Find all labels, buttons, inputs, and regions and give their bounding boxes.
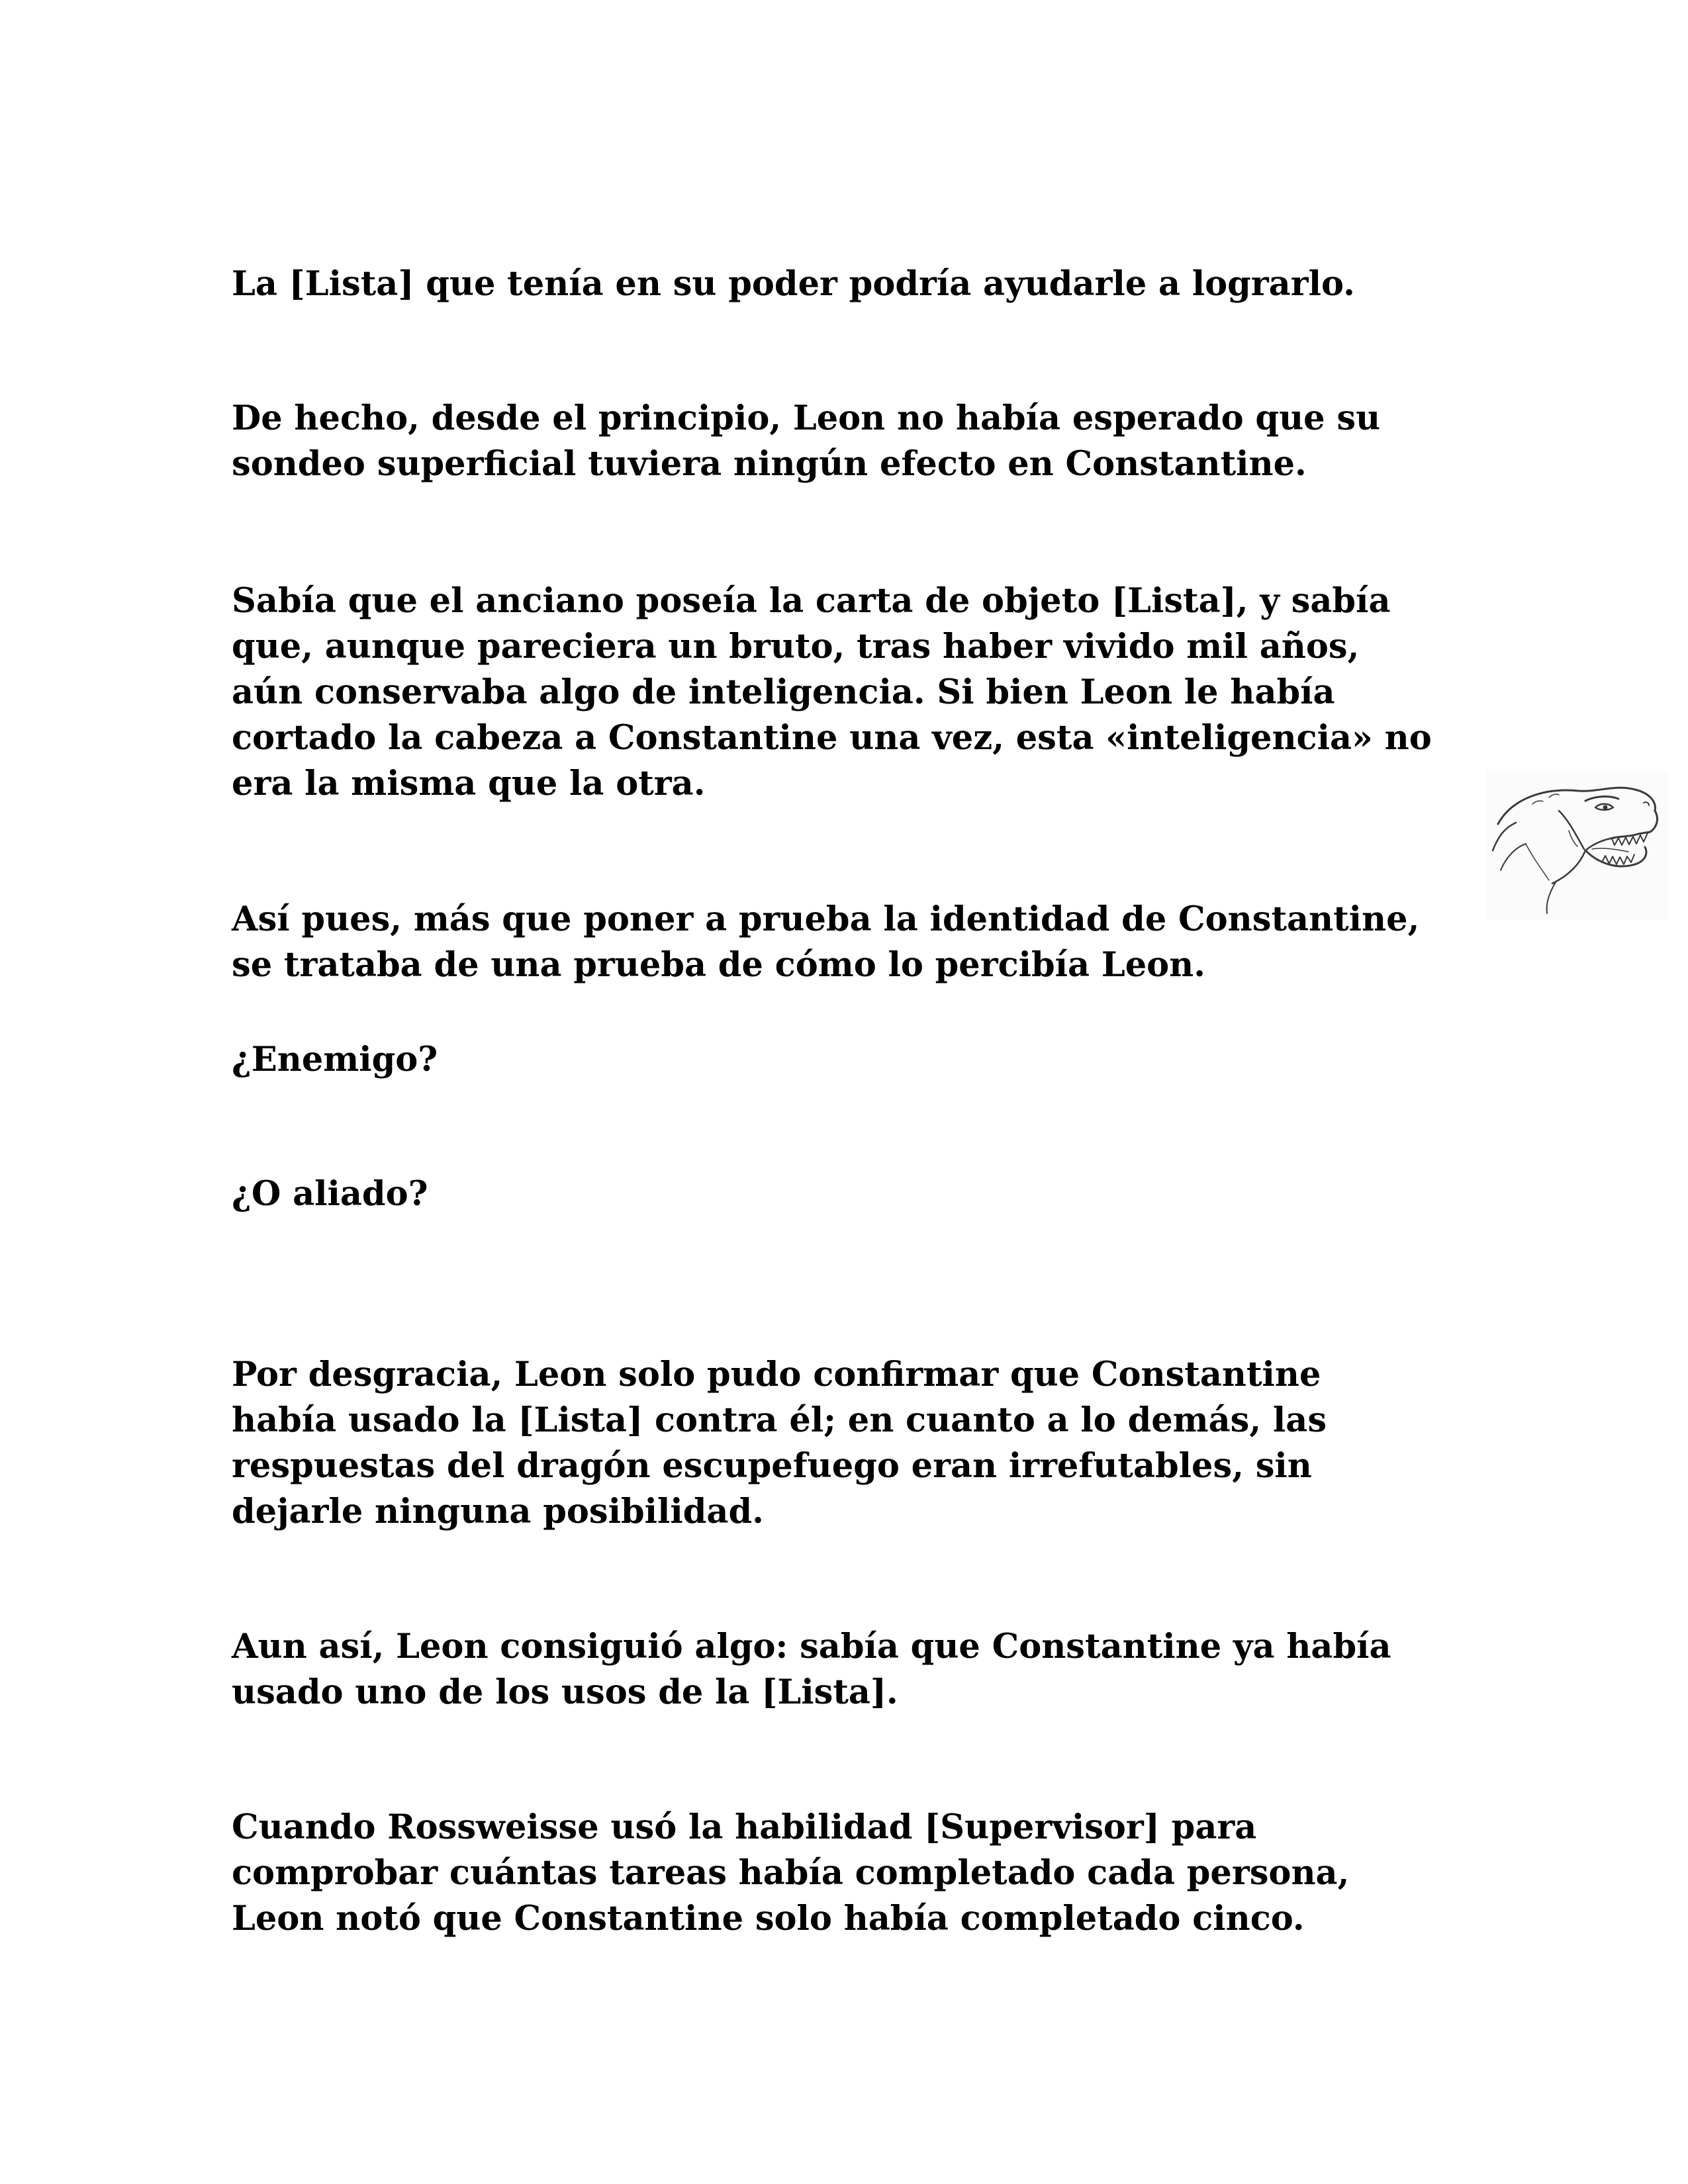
paragraph-2: De hecho, desde el principio, Leon no había esperado que su sondeo superficial tuviera ningún efecto en Constantine.: [232, 398, 1381, 484]
paragraph-8: Aun así, Leon consiguió algo: sabía que Constantine ya había usado uno de los usos de la [Lista].: [232, 1627, 1391, 1712]
paragraph-7: Por desgracia, Leon solo pudo confirmar que Constantine había usado la [Lista] contra él; en cuanto a lo demás, las respuestas del dragón escupefuego eran irrefutables, sin dejarle ninguna posibilidad.: [232, 1355, 1327, 1531]
paragraph-6: ¿O aliado?: [232, 1174, 428, 1214]
paragraph-5: ¿Enemigo?: [232, 1040, 438, 1079]
paragraph-3: Sabía que el anciano poseía la carta de objeto [Lista], y sabía que, aunque pareciera un bruto, tras haber vivido mil años, aún conservaba algo de inteligencia. Si bien Leon le había cortado la cabeza a Constantine una vez, esta «inteligencia» no era la misma que la otra.: [232, 581, 1432, 803]
paragraph-9: Cuando Rossweisse usó la habilidad [Supervisor] para comprobar cuántas tareas había completado cada persona, Leon notó que Constantine solo había completado cinco.: [232, 1807, 1350, 1938]
paragraph-4: Así pues, más que poner a prueba la identidad de Constantine, se trataba de una prueba de cómo lo percibía Leon.: [232, 899, 1420, 985]
dinosaur-head-sketch-icon: [1486, 771, 1668, 920]
paragraph-1: La [Lista] que tenía en su poder podría ayudarle a lograrlo.: [232, 264, 1355, 304]
